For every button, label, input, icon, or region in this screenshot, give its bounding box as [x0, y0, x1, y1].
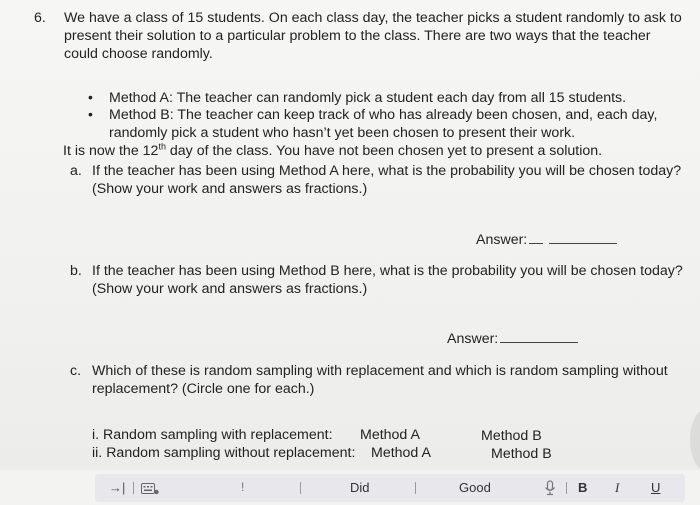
method-b-line-2: randomly pick a student who hasn’t yet been chosen to present their work.: [109, 125, 576, 141]
italic-button[interactable]: I: [615, 480, 620, 495]
keyboard-toolbar: [95, 474, 685, 502]
row-2-label: ii. Random sampling without replacement:: [92, 445, 356, 461]
part-a-line-2: (Show your work and answers as fractions.): [92, 181, 368, 197]
row-1-method-a: Method A: [360, 427, 420, 443]
row-1-method-b: Method B: [481, 428, 542, 444]
part-a-label: a.: [70, 163, 82, 179]
microphone-icon[interactable]: [543, 480, 557, 501]
suggestion-did[interactable]: Did: [350, 480, 370, 495]
intro-line-1: We have a class of 15 students. On each class day, the teacher picks a student randomly to ask to: [64, 10, 682, 26]
bullet-dot: •: [88, 89, 93, 105]
cursor-marker-icon[interactable]: !: [241, 480, 245, 494]
intro-line-3: could choose randomly.: [64, 46, 213, 62]
toolbar-divider: [300, 482, 301, 494]
part-c-line-1: Which of these is random sampling with replacement and which is random sampling without: [92, 363, 668, 379]
part-b-label: b.: [70, 263, 82, 279]
part-b-line-1: If the teacher has been using Method B here, what is the probability you will be chosen today?: [92, 263, 683, 279]
toolbar-divider: [415, 482, 416, 494]
toolbar-divider: [566, 482, 567, 494]
tab-indent-icon[interactable]: →|: [109, 480, 126, 495]
part-a-line-1: If the teacher has been using Method A here, what is the probability you will be chosen today?: [92, 163, 682, 179]
method-a-text: Method A: The teacher can randomly pick a student each day from all 15 students.: [109, 90, 627, 106]
page-edge-shadow: [690, 410, 700, 470]
part-a-answer: Answer:: [476, 231, 617, 249]
bullet-dot: •: [88, 106, 93, 122]
status-line: It is now the 12th day of the class. You have not been chosen yet to present a solution.: [63, 141, 603, 159]
method-b-line-1: Method B: The teacher can keep track of who has already been chosen, and, each day,: [109, 107, 658, 123]
row-2-method-a: Method A: [371, 445, 431, 461]
keyboard-icon[interactable]: [141, 482, 159, 500]
row-2-method-b: Method B: [491, 446, 552, 462]
intro-line-2: present their solution to a particular problem to the class. There are two ways that the teacher: [64, 28, 651, 44]
question-number: 6.: [34, 10, 46, 26]
bold-button[interactable]: B: [578, 480, 588, 495]
underline-button[interactable]: U: [651, 480, 661, 495]
row-1-label: i. Random sampling with replacement:: [92, 427, 333, 443]
part-b-answer: Answer:: [447, 330, 578, 348]
part-c-line-2: replacement? (Circle one for each.): [92, 381, 315, 397]
part-c-label: c.: [70, 363, 82, 379]
toolbar-divider: [133, 482, 134, 494]
part-b-line-2: (Show your work and answers as fractions.): [92, 281, 368, 297]
suggestion-good[interactable]: Good: [459, 480, 491, 495]
